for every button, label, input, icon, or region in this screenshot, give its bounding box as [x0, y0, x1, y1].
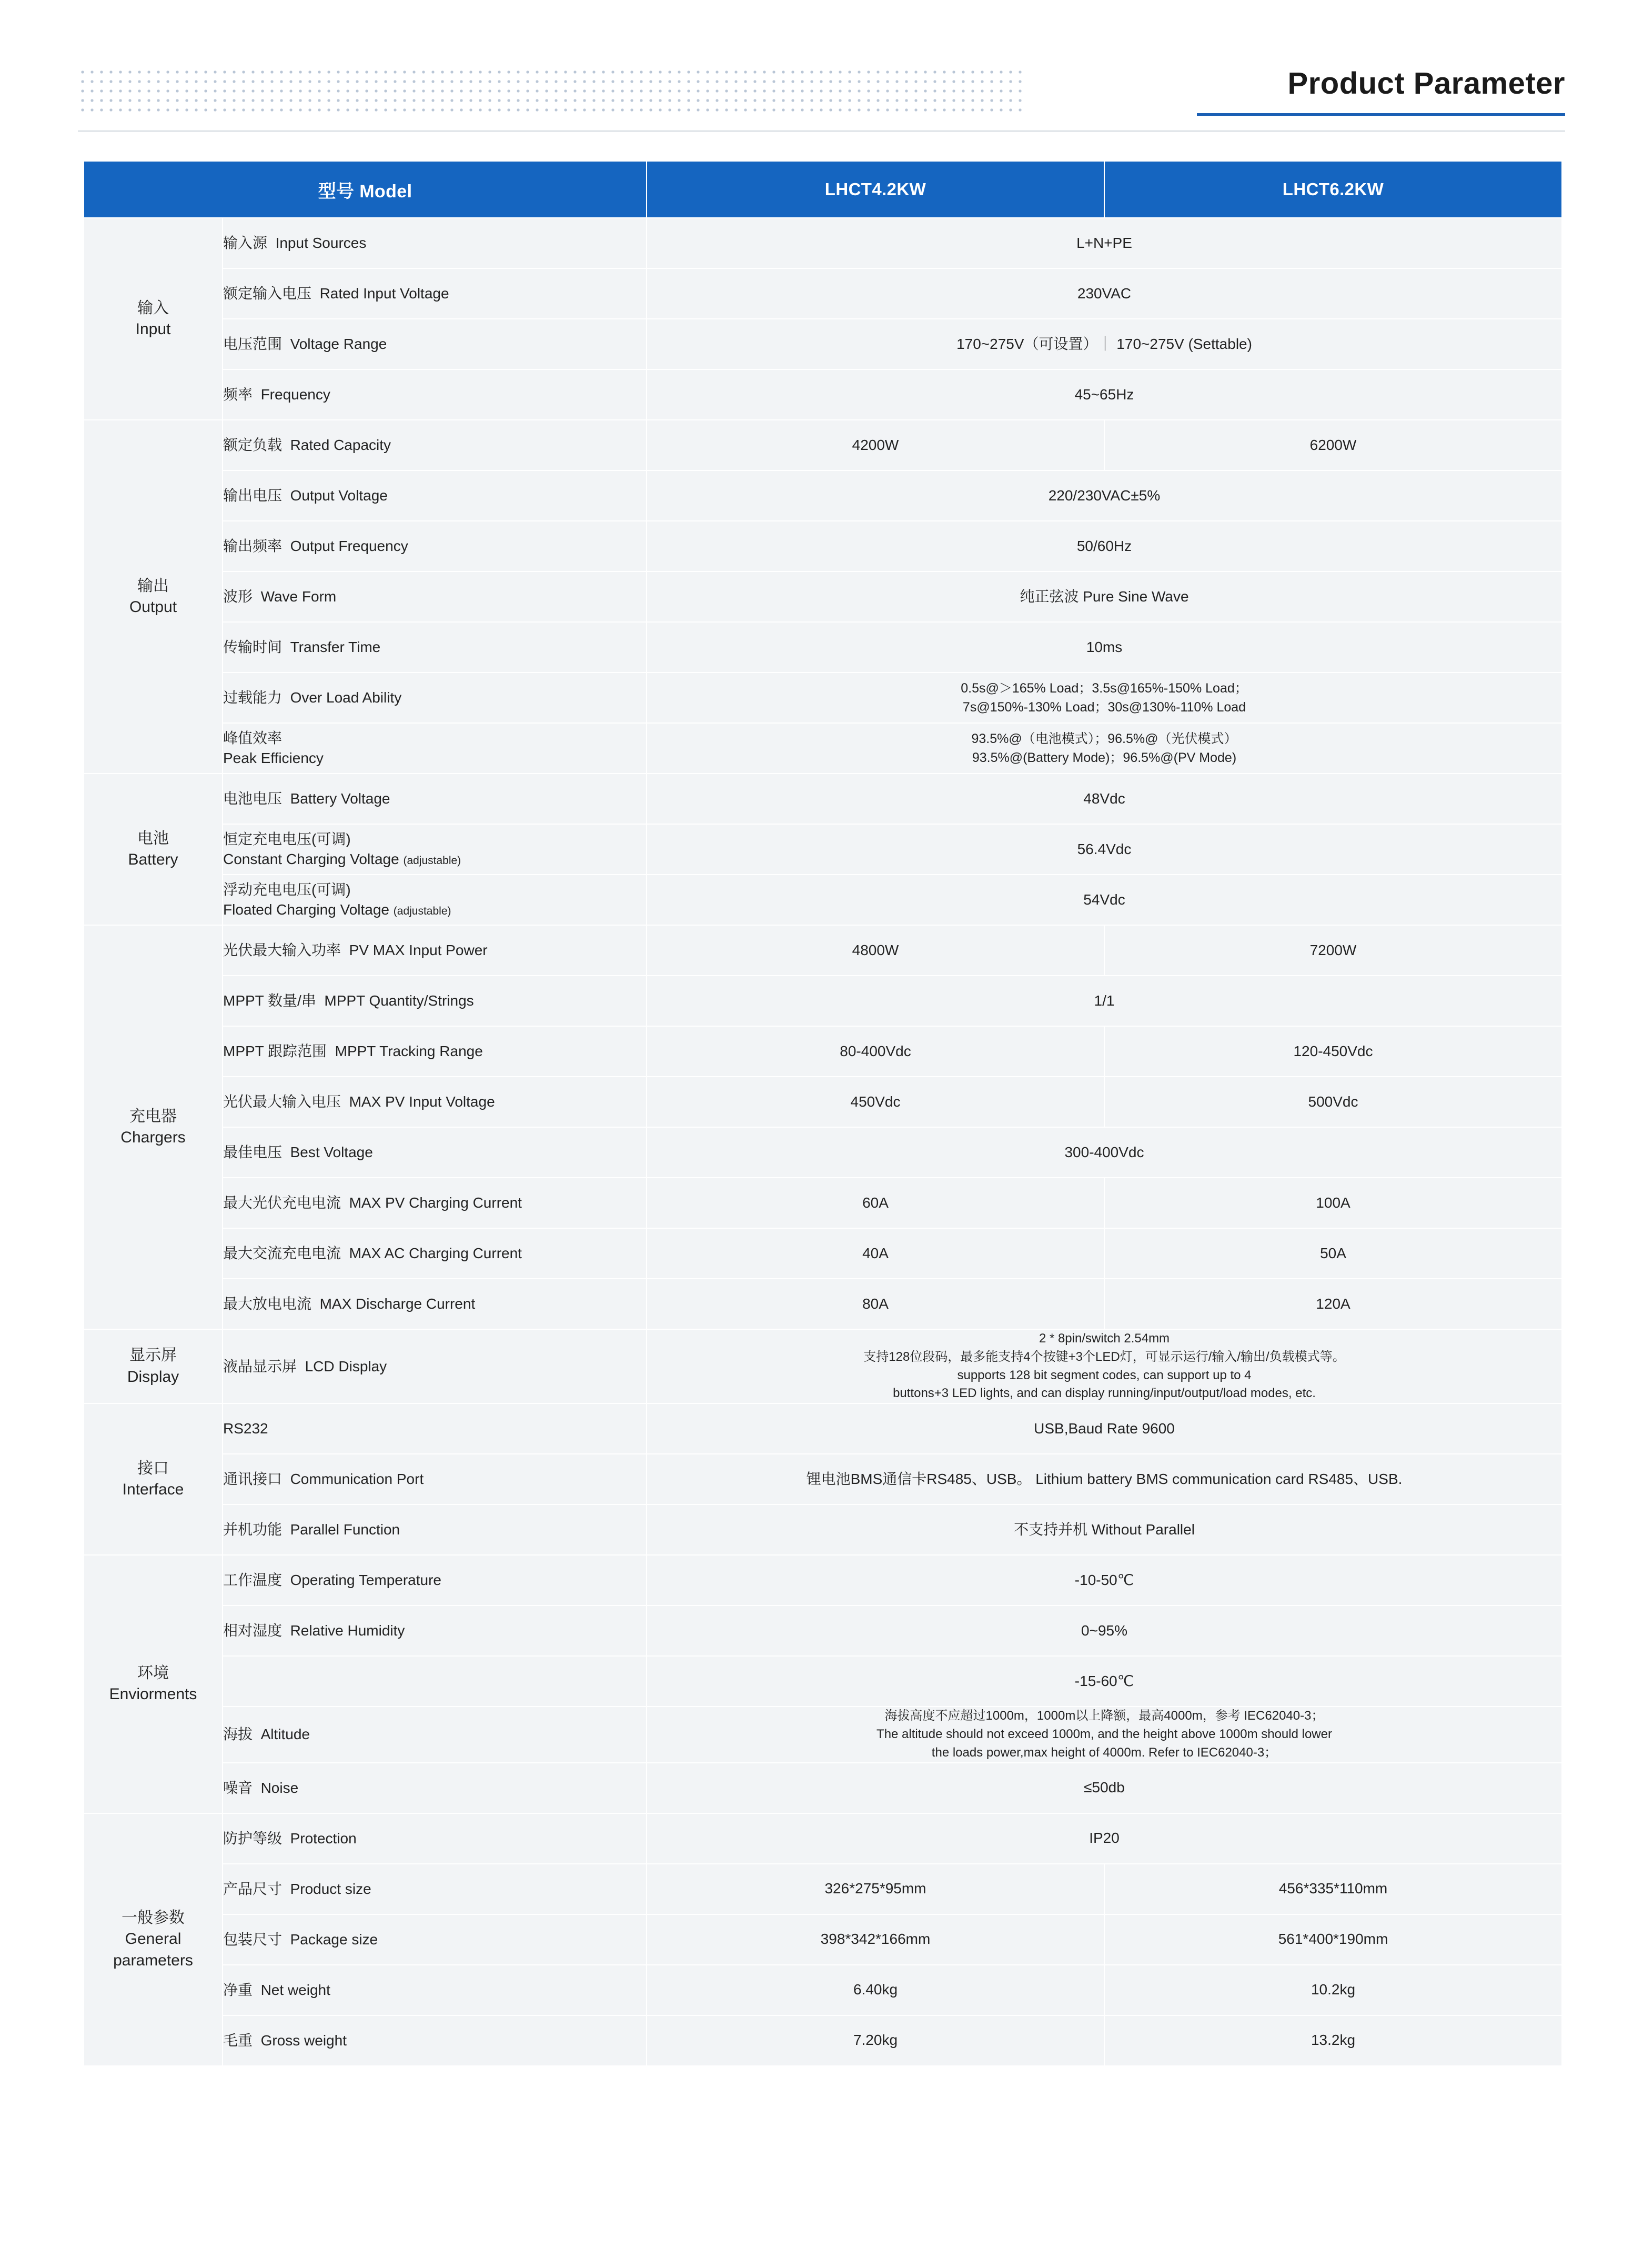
spec-item-en: MPPT Quantity/Strings [324, 992, 474, 1009]
group-label-cn: 输出 [137, 577, 169, 595]
spec-item-en: Relative Humidity [290, 1622, 405, 1639]
group-label-en: Battery [128, 851, 178, 868]
spec-item-label [223, 1178, 647, 1228]
spec-item-label [223, 1504, 647, 1555]
spec-item-label [223, 875, 647, 925]
spec-item-en: LCD Display [305, 1358, 387, 1374]
spec-item-cn: 传输时间 [223, 639, 283, 656]
spec-item-cn: 电压范围 [223, 336, 283, 353]
spec-table-wrapper [83, 160, 1561, 2066]
spec-value: 45~65Hz [647, 369, 1562, 420]
spec-item-cn: 液晶显示屏 [223, 1358, 297, 1374]
spec-value: 10ms [647, 622, 1562, 673]
spec-value-model-2: 6200W [1104, 420, 1562, 470]
group-label [84, 1403, 223, 1555]
spec-value-model-1: 80A [647, 1279, 1104, 1329]
group-label [84, 925, 223, 1329]
spec-value-model-1: 6.40kg [647, 1965, 1104, 2015]
spec-value-line: 2 * 8pin/switch 2.54mm [1039, 1331, 1170, 1346]
spec-item-label [223, 1127, 647, 1178]
spec-item-en: MPPT Tracking Range [335, 1043, 483, 1060]
spec-item-label [223, 2015, 647, 2066]
spec-value-line: 0.5s@＞165% Load；3.5s@165%-150% Load； [961, 680, 1248, 696]
spec-value: 50/60Hz [647, 521, 1562, 571]
spec-item-label [223, 319, 647, 369]
table-row [84, 1329, 1562, 1403]
spec-value-line: the loads power,max height of 4000m. Refer to IEC62040-3； [931, 1745, 1277, 1760]
spec-item-cn: 最大交流充电电流 [223, 1245, 341, 1262]
title-underline [1197, 113, 1565, 116]
spec-item-en: Altitude [260, 1726, 310, 1743]
spec-value: 170~275V（可设置）｜ 170~275V (Settable) [647, 319, 1562, 369]
spec-value [647, 673, 1562, 723]
spec-item-cn: 相对湿度 [223, 1622, 283, 1639]
spec-item-cn: 输入源 [223, 235, 268, 252]
spec-item-cn: MPPT 数量/串 [223, 992, 316, 1009]
spec-value: 220/230VAC±5% [647, 470, 1562, 521]
table-header-row [84, 161, 1562, 218]
spec-value [647, 723, 1562, 774]
spec-value-model-1: 450Vdc [647, 1077, 1104, 1127]
spec-item-label [223, 1914, 647, 1965]
spec-item-label [223, 1026, 647, 1077]
table-row [84, 319, 1562, 369]
spec-item-label [223, 1656, 647, 1707]
table-row [84, 1127, 1562, 1178]
group-label-en: Output [129, 598, 177, 616]
spec-item-cn: 输出电压 [223, 487, 283, 504]
spec-value: 48Vdc [647, 774, 1562, 824]
spec-value-line: buttons+3 LED lights, and can display running/input/output/load modes, etc. [893, 1386, 1316, 1401]
group-label [84, 774, 223, 925]
spec-item-label [223, 925, 647, 976]
spec-item-label [223, 571, 647, 622]
spec-item-label [223, 723, 647, 774]
header-model-1: LHCT4.2KW [647, 161, 1104, 218]
spec-value-model-2: 120A [1104, 1279, 1562, 1329]
table-row [84, 1178, 1562, 1228]
spec-value: IP20 [647, 1813, 1562, 1864]
table-row [84, 1403, 1562, 1454]
spec-item-label [223, 976, 647, 1026]
spec-item-cn: 噪音 [223, 1779, 253, 1796]
table-row [84, 571, 1562, 622]
spec-item-cn: 恒定充电电压(可调) [223, 831, 351, 848]
table-row [84, 1026, 1562, 1077]
spec-value: 300-400Vdc [647, 1127, 1562, 1178]
table-row [84, 1656, 1562, 1707]
table-row [84, 470, 1562, 521]
spec-item-label [223, 1279, 647, 1329]
spec-item-en: Transfer Time [290, 639, 381, 656]
spec-item-en: Frequency [260, 386, 330, 403]
spec-value [647, 1707, 1562, 1762]
spec-item-cn: 额定输入电压 [223, 285, 312, 302]
spec-value-line: 海拔高度不应超过1000m，1000m以上降额，最高4000m，参考 IEC62040-3； [884, 1709, 1324, 1723]
spec-item-cn: 工作温度 [223, 1572, 283, 1589]
table-row [84, 1454, 1562, 1504]
spec-item-cn: 毛重 [223, 2032, 253, 2049]
spec-value-model-1: 40A [647, 1228, 1104, 1279]
spec-item-en: MAX PV Input Voltage [349, 1093, 495, 1110]
page-title: Product Parameter [1287, 66, 1565, 101]
spec-item-cn: 峰值效率 [223, 730, 283, 747]
table-row [84, 774, 1562, 824]
spec-value-line: The altitude should not exceed 1000m, and the height above 1000m should lower [876, 1727, 1332, 1741]
spec-item-cn: 包装尺寸 [223, 1931, 283, 1948]
spec-item-label [223, 268, 647, 319]
spec-value-model-2: 50A [1104, 1228, 1562, 1279]
table-row [84, 925, 1562, 976]
table-row [84, 2015, 1562, 2066]
spec-item-cn: 净重 [223, 1981, 253, 1998]
group-label-cn: 环境 [137, 1664, 169, 1682]
spec-value-model-2: 100A [1104, 1178, 1562, 1228]
spec-item-cn: 波形 [223, 588, 253, 605]
table-row [84, 1077, 1562, 1127]
spec-item-en: MAX AC Charging Current [349, 1245, 522, 1262]
group-label [84, 218, 223, 420]
spec-item-en: Operating Temperature [290, 1572, 442, 1589]
spec-item-en: Rated Capacity [290, 437, 391, 454]
table-row [84, 976, 1562, 1026]
group-label [84, 1813, 223, 2066]
group-label-cn: 接口 [137, 1459, 169, 1477]
table-row [84, 1555, 1562, 1605]
spec-value-model-2: 500Vdc [1104, 1077, 1562, 1127]
spec-item-cn: 输出频率 [223, 538, 283, 555]
table-body [84, 218, 1562, 2066]
spec-value-line: supports 128 bit segment codes, can support up to 4 [957, 1368, 1252, 1382]
spec-item-en: Over Load Ability [290, 689, 402, 706]
spec-item-label [223, 673, 647, 723]
spec-value: ≤50db [647, 1763, 1562, 1813]
spec-value-model-2: 10.2kg [1104, 1965, 1562, 2015]
group-label [84, 1555, 223, 1813]
spec-item-en: Package size [290, 1931, 378, 1948]
table-row [84, 1763, 1562, 1813]
spec-value-model-1: 4800W [647, 925, 1104, 976]
spec-value-model-1: 326*275*95mm [647, 1864, 1104, 1914]
table-row [84, 1965, 1562, 2015]
spec-value: 锂电池BMS通信卡RS485、USB。 Lithium battery BMS communication card RS485、USB. [647, 1454, 1562, 1504]
spec-item-label [223, 1813, 647, 1864]
spec-item-en: PV MAX Input Power [349, 942, 488, 959]
spec-value: 56.4Vdc [647, 824, 1562, 875]
spec-item-cn: 最佳电压 [223, 1144, 283, 1161]
spec-item-cn: 海拔 [223, 1726, 253, 1743]
spec-item-label [223, 1329, 647, 1403]
spec-item-en: Best Voltage [290, 1144, 373, 1161]
group-label-cn: 充电器 [129, 1107, 177, 1125]
group-label-cn: 电池 [137, 829, 169, 847]
spec-item-en: Product size [290, 1880, 371, 1897]
spec-value: 不支持并机 Without Parallel [647, 1504, 1562, 1555]
spec-item-en: Voltage Range [290, 336, 387, 353]
spec-item-en: Rated Input Voltage [319, 285, 449, 302]
table-row [84, 1228, 1562, 1279]
table-row [84, 1504, 1562, 1555]
spec-item-label [223, 470, 647, 521]
spec-item-cn: 电池电压 [223, 790, 283, 807]
spec-item-en: Parallel Function [290, 1521, 400, 1538]
spec-item-label [223, 1864, 647, 1914]
spec-value-model-1: 4200W [647, 420, 1104, 470]
table-head [84, 161, 1562, 218]
spec-item-label [223, 218, 647, 268]
spec-item-en: Net weight [260, 1981, 330, 1998]
spec-item-label [223, 1707, 647, 1762]
spec-value-model-2: 456*335*110mm [1104, 1864, 1562, 1914]
table-row [84, 622, 1562, 673]
spec-value: L+N+PE [647, 218, 1562, 268]
spec-value-line: 支持128位段码，最多能支持4个按键+3个LED灯，可显示运行/输入/输出/负载模式等。 [863, 1349, 1345, 1364]
spec-table [83, 160, 1563, 2066]
group-label-cn: 一般参数 [122, 1909, 185, 1926]
group-label [84, 1329, 223, 1403]
spec-value-model-2: 120-450Vdc [1104, 1026, 1562, 1077]
group-label-en: General parameters [113, 1930, 193, 1969]
table-row [84, 1813, 1562, 1864]
table-row [84, 420, 1562, 470]
header-model-2: LHCT6.2KW [1104, 161, 1562, 218]
spec-item-label [223, 1403, 647, 1454]
spec-item-label [223, 1605, 647, 1656]
spec-item-cn: RS232 [223, 1420, 268, 1437]
spec-item-cn: 光伏最大输入电压 [223, 1093, 341, 1110]
table-row [84, 1707, 1562, 1762]
spec-value-model-1: 80-400Vdc [647, 1026, 1104, 1077]
spec-value-model-2: 561*400*190mm [1104, 1914, 1562, 1965]
group-label-en: Chargers [120, 1129, 186, 1146]
group-label-cn: 显示屏 [129, 1347, 177, 1364]
table-row [84, 1914, 1562, 1965]
header-model: 型号 Model [84, 161, 647, 218]
spec-item-cn: 最大放电电流 [223, 1296, 312, 1312]
table-row [84, 1864, 1562, 1914]
spec-item-en: Protection [290, 1830, 357, 1846]
table-row [84, 1605, 1562, 1656]
header-divider [78, 131, 1565, 132]
spec-item-en: Battery Voltage [290, 790, 390, 807]
spec-item-label [223, 622, 647, 673]
table-row [84, 824, 1562, 875]
spec-value-model-1: 7.20kg [647, 2015, 1104, 2066]
spec-value: 1/1 [647, 976, 1562, 1026]
spec-item-en: Output Voltage [290, 487, 388, 504]
spec-value-model-2: 13.2kg [1104, 2015, 1562, 2066]
table-row [84, 521, 1562, 571]
spec-item-label [223, 369, 647, 420]
spec-item-en: Input Sources [275, 235, 367, 252]
spec-item-label [223, 1965, 647, 2015]
table-row [84, 369, 1562, 420]
group-label-en: Input [135, 320, 171, 338]
group-label-cn: 输入 [137, 299, 169, 317]
spec-value-line: 7s@150%-130% Load；30s@130%-110% Load [962, 700, 1246, 715]
spec-value: 54Vdc [647, 875, 1562, 925]
spec-item-label [223, 521, 647, 571]
table-row [84, 1279, 1562, 1329]
spec-value-line: 93.5%@(Battery Mode)；96.5%@(PV Mode) [972, 750, 1237, 765]
spec-item-label [223, 824, 647, 875]
spec-item-en: Output Frequency [290, 538, 408, 555]
spec-item-cn: 过载能力 [223, 689, 283, 706]
spec-item-cn: MPPT 跟踪范围 [223, 1043, 327, 1060]
spec-item-en: Peak Efficiency [223, 750, 324, 766]
spec-item-en: Floated Charging Voltage (adjustable) [223, 901, 451, 918]
table-row [84, 673, 1562, 723]
group-label [84, 420, 223, 774]
spec-item-cn: 频率 [223, 386, 253, 403]
spec-item-cn: 最大光伏充电电流 [223, 1195, 341, 1211]
spec-item-cn: 通讯接口 [223, 1471, 283, 1488]
spec-value: -10-50℃ [647, 1555, 1562, 1605]
spec-value: 纯正弦波 Pure Sine Wave [647, 571, 1562, 622]
group-label-en: Display [127, 1368, 179, 1386]
spec-item-label [223, 1228, 647, 1279]
page-header [0, 0, 1643, 143]
group-label-en: Enviorments [109, 1685, 197, 1703]
spec-item-cn: 产品尺寸 [223, 1880, 283, 1897]
table-row [84, 875, 1562, 925]
spec-item-cn: 额定负载 [223, 437, 283, 454]
spec-value [647, 1329, 1562, 1403]
spec-value: -15-60℃ [647, 1656, 1562, 1707]
spec-item-en: Communication Port [290, 1471, 424, 1488]
table-row [84, 723, 1562, 774]
spec-value-model-1: 60A [647, 1178, 1104, 1228]
spec-item-en: MAX PV Charging Current [349, 1195, 522, 1211]
spec-item-en: Constant Charging Voltage (adjustable) [223, 851, 461, 867]
spec-item-cn: 并机功能 [223, 1521, 283, 1538]
spec-value-model-2: 7200W [1104, 925, 1562, 976]
spec-item-label [223, 1454, 647, 1504]
spec-item-en: Wave Form [260, 588, 337, 605]
table-row [84, 218, 1562, 268]
spec-value-model-1: 398*342*166mm [647, 1914, 1104, 1965]
spec-item-en: Noise [260, 1779, 299, 1796]
spec-item-en: MAX Discharge Current [319, 1296, 476, 1312]
spec-item-cn: 光伏最大输入功率 [223, 942, 341, 959]
spec-value: 230VAC [647, 268, 1562, 319]
group-label-en: Interface [122, 1481, 184, 1499]
spec-item-label [223, 1555, 647, 1605]
spec-value-line: 93.5%@（电池模式）；96.5%@（光伏模式） [971, 731, 1237, 746]
spec-item-label [223, 774, 647, 824]
spec-item-cn: 防护等级 [223, 1830, 283, 1846]
spec-item-cn: 浮动充电电压(可调) [223, 881, 351, 898]
spec-item-label [223, 420, 647, 470]
table-row [84, 268, 1562, 319]
dot-pattern-decoration [78, 67, 1022, 118]
spec-value: 0~95% [647, 1605, 1562, 1656]
spec-item-en: Gross weight [260, 2032, 347, 2049]
spec-item-label [223, 1077, 647, 1127]
spec-value: USB,Baud Rate 9600 [647, 1403, 1562, 1454]
spec-item-label [223, 1763, 647, 1813]
